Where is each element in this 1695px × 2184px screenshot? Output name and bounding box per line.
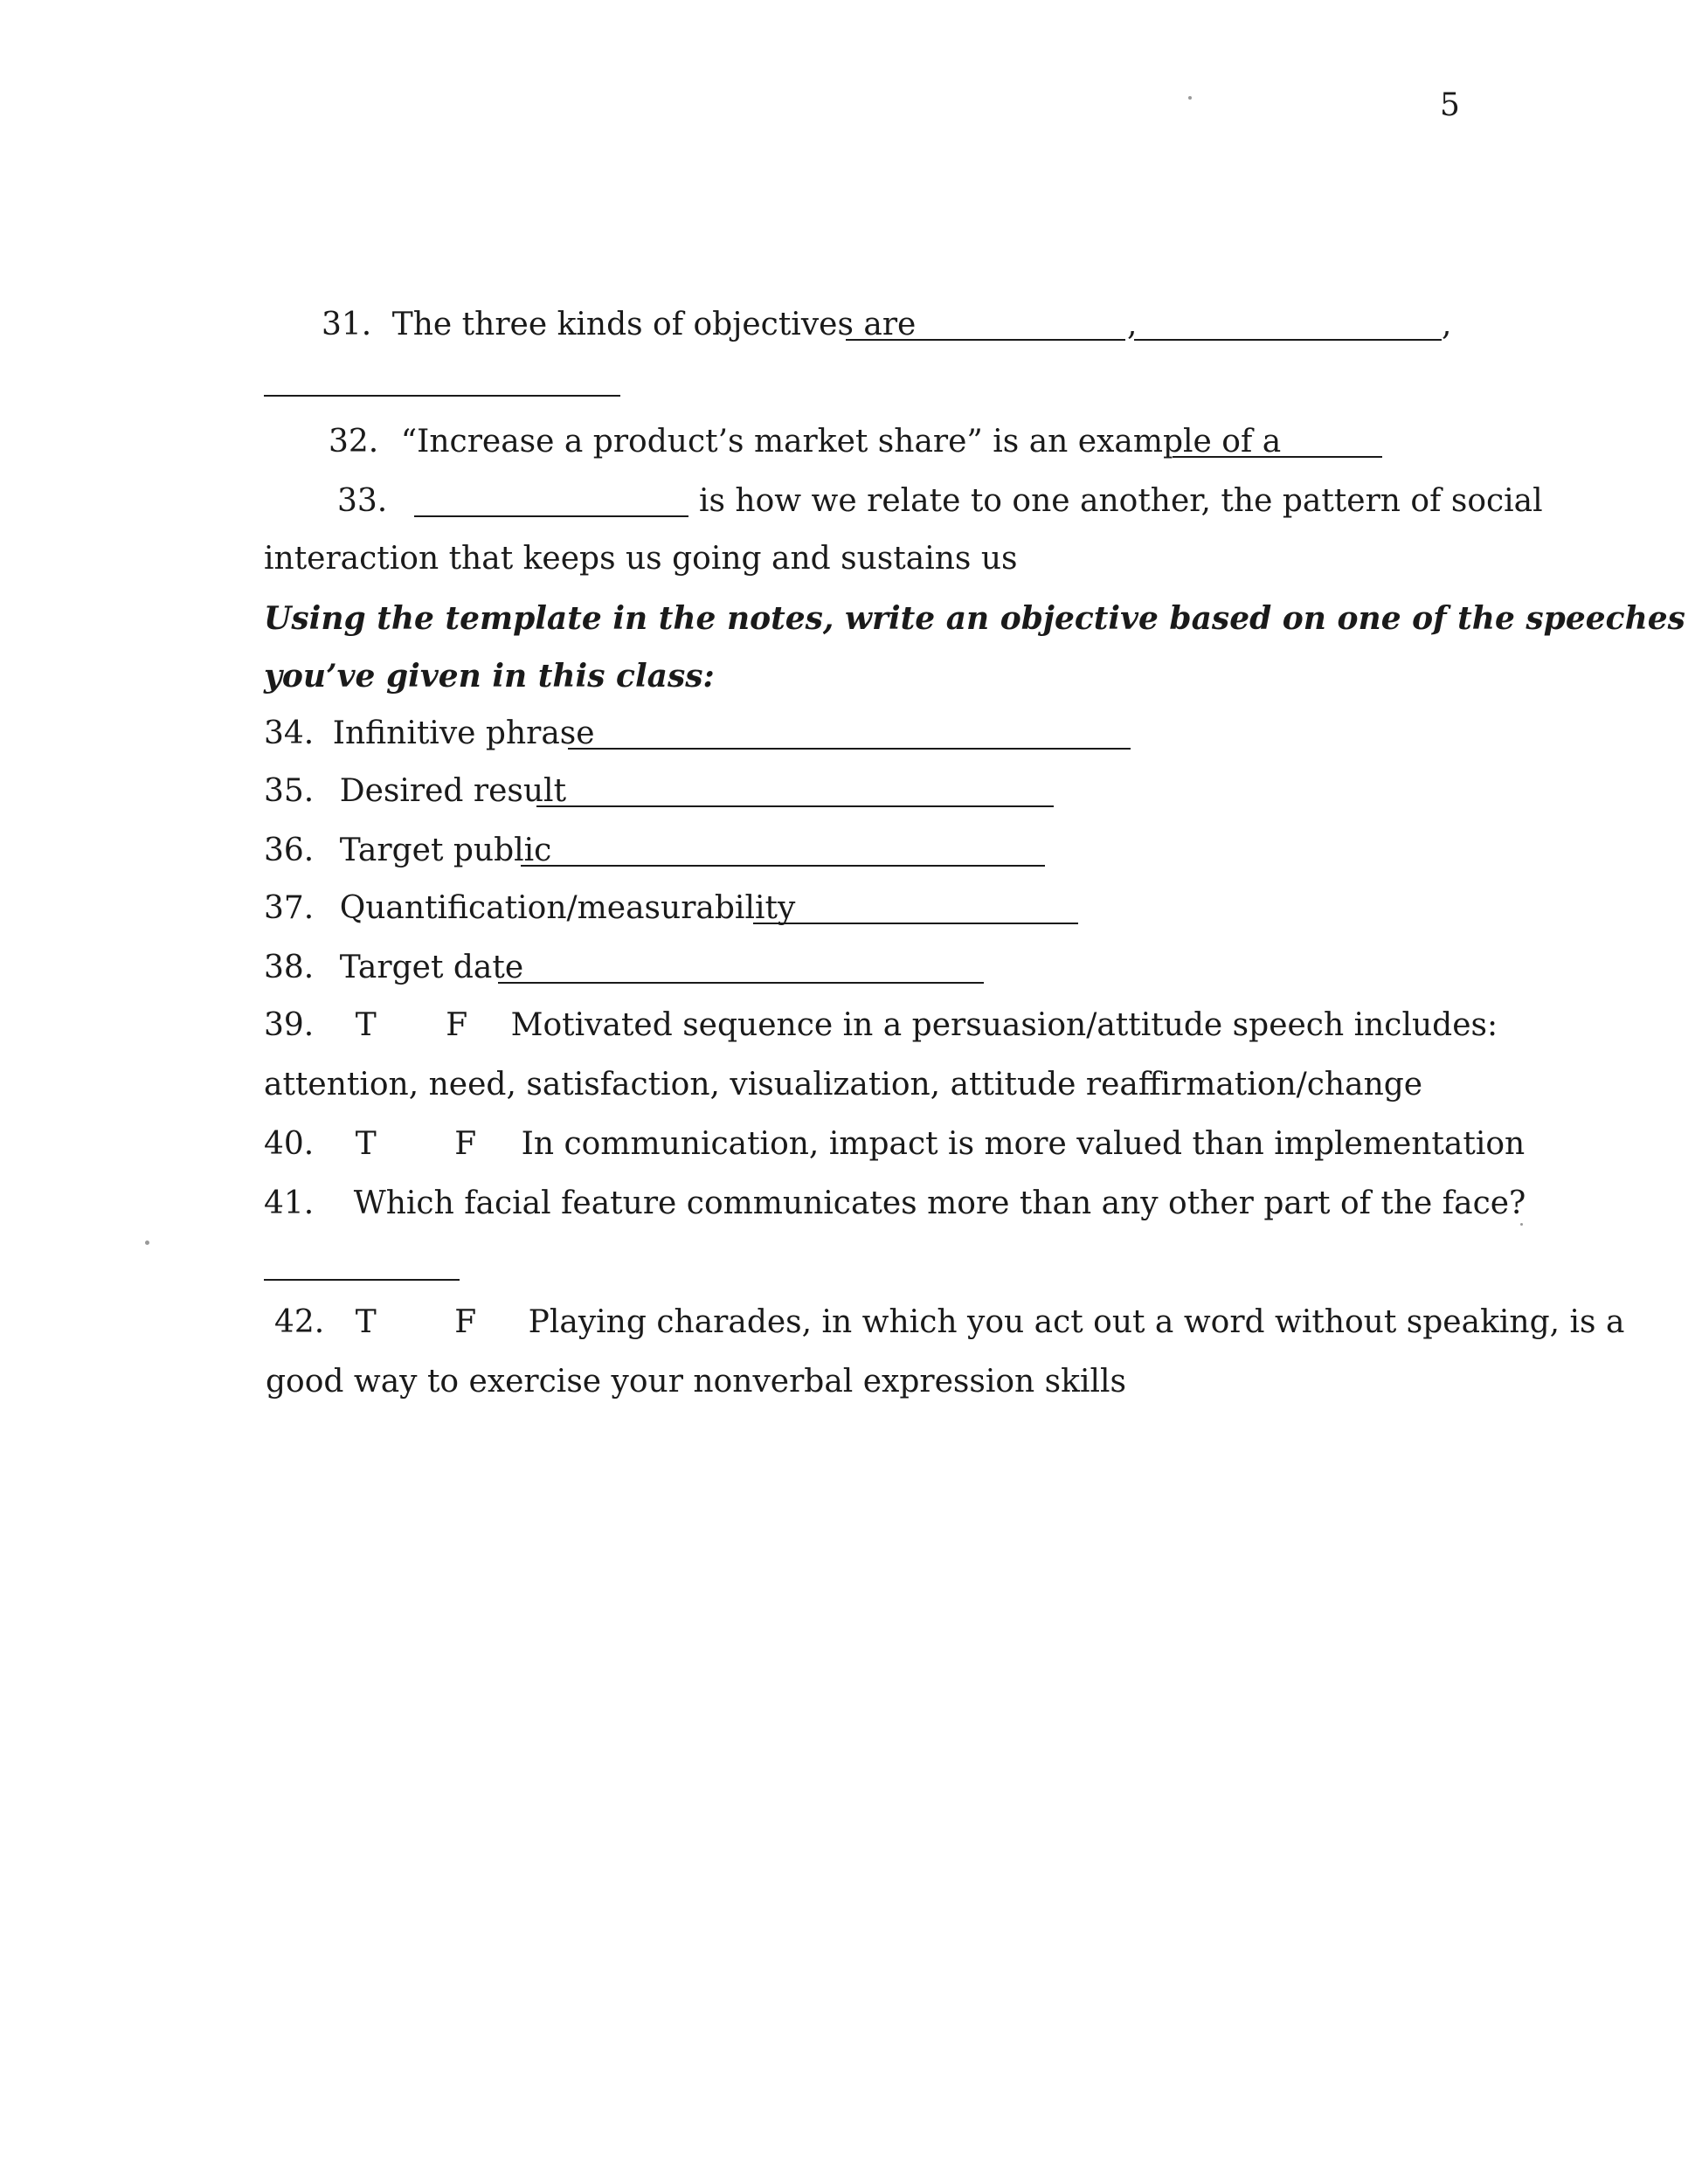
question-31	[322, 306, 916, 344]
question-38	[264, 949, 523, 987]
question-42-text-cont: good way to exercise your nonverbal expression skills	[266, 1364, 1126, 1400]
answer-blank-32[interactable]	[1173, 456, 1382, 458]
question-text: “Increase a product’s market share” is an example of a	[400, 424, 1282, 460]
question-number: 39.	[264, 1007, 315, 1043]
question-41	[264, 1185, 1526, 1223]
question-text: Target date	[339, 950, 524, 985]
question-text: Which facial feature communicates more than any other part of the face?	[353, 1185, 1526, 1221]
false-option[interactable]: F	[454, 1126, 477, 1162]
scan-speck	[1520, 1223, 1523, 1226]
answer-blank-34[interactable]	[568, 748, 1131, 750]
question-text: In communication, impact is more valued than implementation	[521, 1126, 1526, 1162]
question-36	[264, 832, 551, 870]
answer-blank-31c[interactable]	[264, 395, 620, 397]
question-number: 37.	[264, 890, 315, 926]
question-34	[264, 715, 595, 753]
false-option[interactable]: F	[454, 1304, 477, 1340]
comma: ,	[1442, 307, 1452, 342]
answer-blank-31a[interactable]	[846, 339, 1125, 341]
false-option[interactable]: F	[446, 1007, 468, 1043]
question-33-text: is how we relate to one another, the pattern of social	[699, 483, 1543, 519]
question-42	[274, 1303, 1624, 1342]
question-number: 42.	[274, 1304, 325, 1340]
true-option[interactable]: T	[355, 1304, 377, 1340]
question-32	[329, 423, 1281, 461]
question-number: 41.	[264, 1185, 315, 1221]
question-number: 36.	[264, 833, 315, 868]
answer-blank-36[interactable]	[521, 865, 1045, 867]
question-number: 38.	[264, 950, 315, 985]
page-number: 5	[1440, 87, 1460, 123]
question-text: The three kinds of objectives are	[391, 307, 917, 342]
question-number: 35.	[264, 773, 315, 809]
true-option[interactable]: T	[355, 1007, 377, 1043]
question-40	[264, 1125, 1525, 1164]
question-text: Infinitive phrase	[332, 715, 595, 751]
answer-blank-33[interactable]	[414, 515, 688, 517]
question-number: 40.	[264, 1126, 315, 1162]
answer-blank-37[interactable]	[753, 923, 1078, 924]
question-33-text-cont: interaction that keeps us going and sustains us	[264, 541, 1018, 577]
question-33-number: 33.	[337, 483, 388, 519]
question-number: 31.	[322, 307, 372, 342]
scan-speck	[145, 1241, 149, 1245]
question-number: 32.	[329, 424, 379, 460]
question-35	[264, 772, 566, 811]
answer-blank-31b[interactable]	[1134, 339, 1442, 341]
scan-speck	[1188, 96, 1192, 100]
question-text: Desired result	[339, 773, 567, 809]
question-text: Target public	[339, 833, 552, 868]
question-39-text-cont: attention, need, satisfaction, visualization, attitude reaffirmation/change	[264, 1067, 1423, 1102]
question-text: Playing charades, in which you act out a word without speaking, is a	[528, 1304, 1625, 1340]
comma: ,	[1127, 307, 1138, 342]
question-number: 34.	[264, 715, 315, 751]
question-text: Motivated sequence in a persuasion/attitude speech includes:	[510, 1007, 1498, 1043]
question-37	[264, 889, 795, 928]
question-39	[264, 1006, 1498, 1045]
instructions-line-2: you’ve given in this class:	[264, 658, 715, 695]
answer-blank-38[interactable]	[498, 982, 984, 984]
answer-blank-35[interactable]	[536, 805, 1054, 807]
instructions-line-1: Using the template in the notes, write an objective based on one of the speeches	[264, 600, 1685, 637]
answer-blank-41[interactable]	[264, 1279, 460, 1281]
true-option[interactable]: T	[355, 1126, 377, 1162]
question-text: Quantification/measurability	[339, 890, 796, 926]
